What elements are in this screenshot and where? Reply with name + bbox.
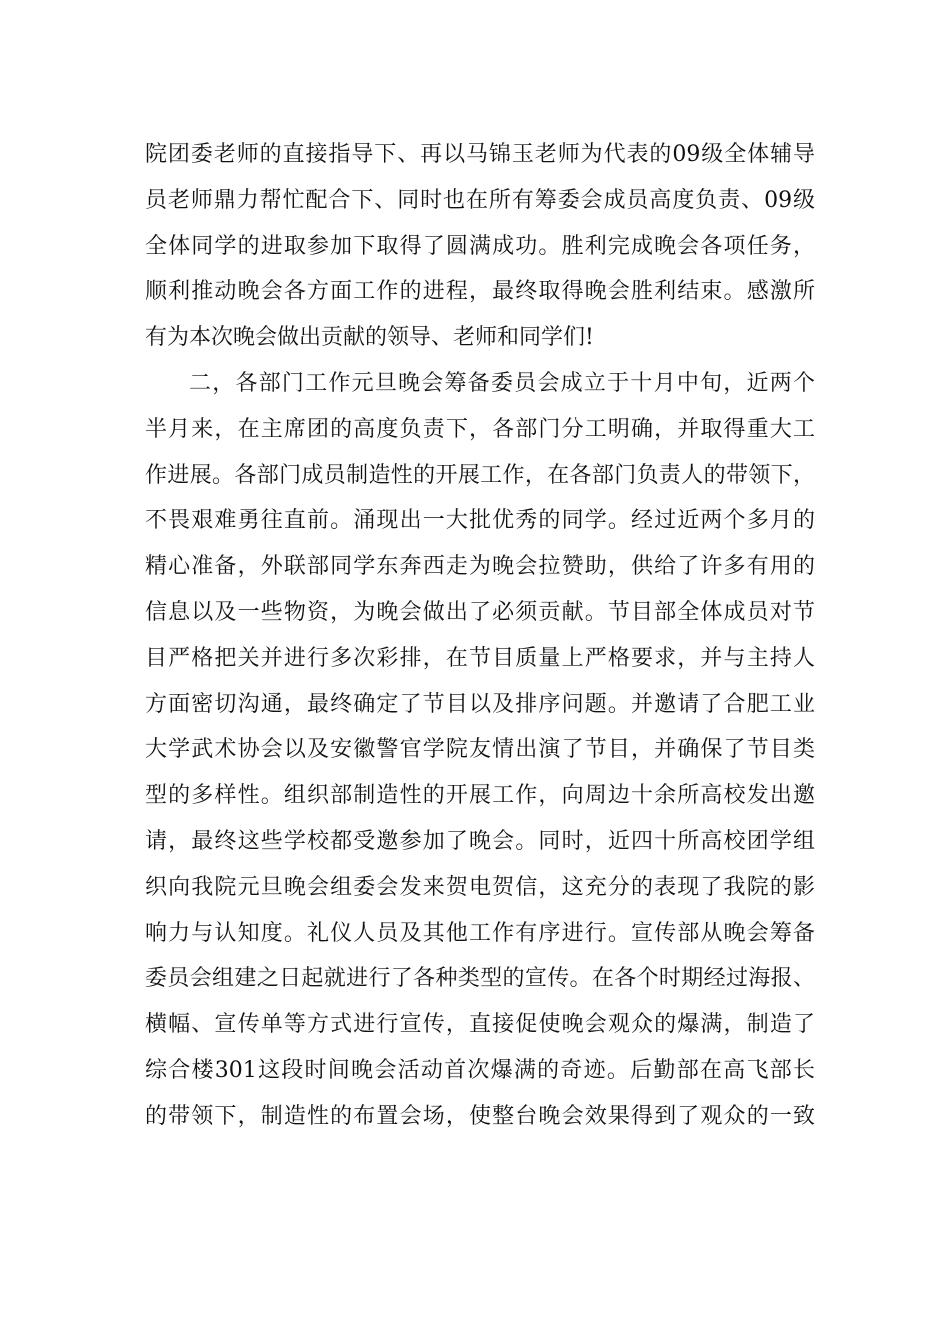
text-line: 员老师鼎力帮忙配合下、同时也在所有筹委会成员高度负责、09级 [145,187,815,213]
text-line: 横幅、宣传单等方式进行宣传，直接促使晚会观众的爆满，制造了 [145,1012,815,1038]
text-line: 综合楼301这段时间晚会活动首次爆满的奇迹。后勤部在高飞部长 [145,1057,815,1083]
text-line: 全体同学的进取参加下取得了圆满成功。胜利完成晚会各项任务， [145,233,815,259]
text-line: 织向我院元旦晚会组委会发来贺电贺信，这充分的表现了我院的影 [145,874,815,900]
text-line: 顺利推动晚会各方面工作的进程，最终取得晚会胜利结束。感激所 [145,279,815,305]
text-line: 二，各部门工作元旦晚会筹备委员会成立于十月中旬，近两个 [189,370,815,396]
text-line: 信息以及一些物资，为晚会做出了必须贡献。节目部全体成员对节 [145,599,815,625]
text-line: 的带领下，制造性的布置会场，使整台晚会效果得到了观众的一致 [145,1103,815,1129]
text-line: 目严格把关并进行多次彩排，在节目质量上严格要求，并与主持人 [145,645,815,671]
text-line: 不畏艰难勇往直前。涌现出一大批优秀的同学。经过近两个多月的 [145,508,815,534]
text-line: 方面密切沟通，最终确定了节目以及排序问题。并邀请了合肥工业 [145,691,815,717]
text-line: 有为本次晚会做出贡献的领导、老师和同学们! [145,325,594,351]
text-line: 作进展。各部门成员制造性的开展工作，在各部门负责人的带领下， [145,462,815,488]
text-line: 精心准备，外联部同学东奔西走为晚会拉赞助，供给了许多有用的 [145,554,815,580]
text-line: 型的多样性。组织部制造性的开展工作，向周边十余所高校发出邀 [145,783,815,809]
text-line: 半月来，在主席团的高度负责下，各部门分工明确，并取得重大工 [145,416,815,442]
text-line: 响力与认知度。礼仪人员及其他工作有序进行。宣传部从晚会筹备 [145,920,815,946]
text-line: 请，最终这些学校都受邀参加了晚会。同时，近四十所高校团学组 [145,828,815,854]
text-line: 委员会组建之日起就进行了各种类型的宣传。在各个时期经过海报、 [145,966,815,992]
text-line: 院团委老师的直接指导下、再以马锦玉老师为代表的09级全体辅导 [145,142,815,167]
body-text [145,132,815,1140]
text-line: 大学武术协会以及安徽警官学院友情出演了节目，并确保了节目类 [145,737,815,763]
